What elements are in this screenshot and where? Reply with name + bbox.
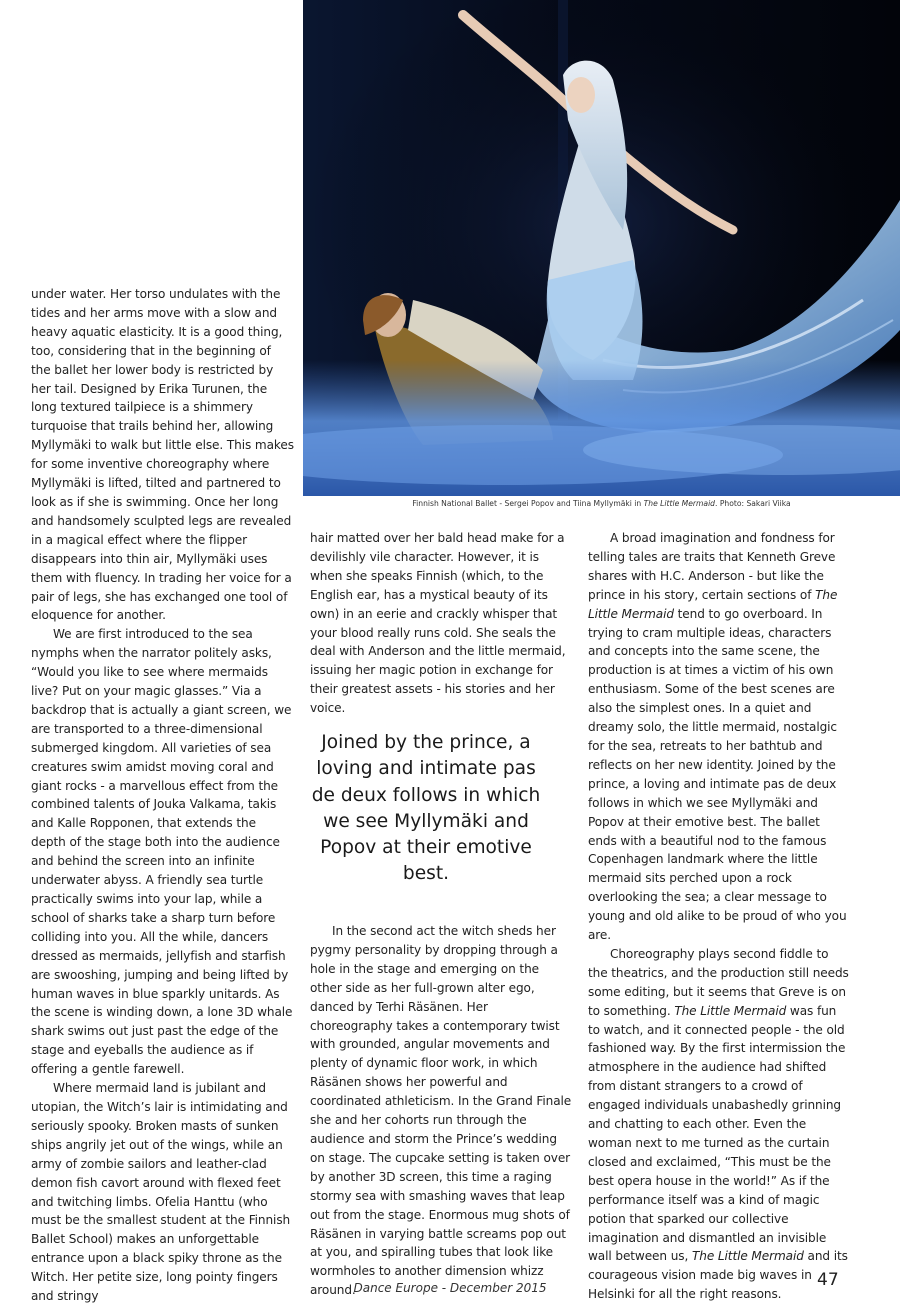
article-column-1 (31, 285, 294, 1306)
article-column-3 (588, 529, 851, 1304)
article-paragraph: hair matted over her bald head make for a devilishly vile character. However, it is when she speaks Finnish (which, to the English ear, has a mystical beauty of its own) in an eerie and crackly whisper that your blood really runs cold. She seals the deal with Anderson and the little mermaid, issuing her magic potion in exchange for their greatest assets - his stories and her voice. (310, 531, 566, 716)
article-paragraph: A broad imagination and fondness for telling tales are traits that Kenneth Greve shares with H.C. Anderson - but like the prince in his story, certain sections of The Little Mermaid tend to go overboard. In trying to cram multiple ideas, characters and concepts into the same scene, the production is at times a victim of his own enthusiasm. Some of the best scenes are also the simplest ones. In a quiet and dreamy solo, the little mermaid, nostalgic for the sea, retreats to her bathtub and reflects on her new identity. Joined by the prince, a loving and intimate pas de deux follows in which we see Myllymäki and Popov at their emotive best. The ballet ends with a beautiful nod to the famous Copenhagen landmark where the little mermaid sits perched upon a rock overlooking the sea; a clear message to young and old alike to be proud of who you are. (588, 531, 847, 943)
photo-caption: Finnish National Ballet - Sergei Popov and Tiina Myllymäki in The Little Mermaid. Photo: Sakari Viika (412, 499, 791, 508)
article-paragraph: Choreography plays second fiddle to the theatrics, and the production still needs some editing, but it seems that Greve is on to something. The Little Mermaid was fun to watch, and it connected people - the old fashioned way. By the first intermission the atmosphere in the audience had shifted from distant strangers to a crowd of engaged individuals unabashedly grinning and chatting to each other. Even the woman next to me turned as the curtain closed and exclaimed, “This must be the best opera house in the world!” As if the performance itself was a kind of magic potion that sparked our collective imagination and dismantled an invisible wall between us, The Little Mermaid and its courageous vision made big waves in Helsinki for all the right reasons. (588, 946, 849, 1302)
publication-footer: Dance Europe - December 2015 (353, 1281, 547, 1295)
article-paragraph: In the second act the witch sheds her pygmy personality by dropping through a hole in the stage and emerging on the other side as her full-grown alter ego, danced by Terhi Räsänen. Her choreography takes a contemporary twist with grounded, angular movements and plenty of dynamic floor work, in which Räsänen shows her powerful and coordinated athleticism. In the Grand Finale she and her cohorts run through the audience and storm the Prince’s wedding on stage. The cupcake setting is taken over by another 3D screen, this time a raging stormy sea with smashing waves that leap out from the stage. Enormous mug shots of Räsänen in varying battle screams pop out at you, and spiralling tubes that look like wormholes to another dimension whizz around. (310, 924, 572, 1298)
pull-quote: Joined by the prince, a loving and intimate pas de deux follows in which we see Myllymäki and Popov at their emotive best. (311, 732, 541, 885)
page-number: 47 (817, 1270, 839, 1290)
article-column-2-continued (310, 922, 573, 1300)
article-paragraph: under water. Her torso undulates with the tides and her arms move with a slow and heavy aquatic elasticity. It is a good thing, too, considering that in the beginning of the ballet her lower body is restricted by her tail. Designed by Erika Turunen, the long textured tailpiece is a shimmery turquoise that trails behind her, allowing Myllymäki to walk but little else. This makes for some inventive choreography where Myllymäki is lifted, tilted and partnered to look as if she is swimming. Once her long and handsomely sculpted legs are revealed in a magical effect where the flipper disappears into thin air, Myllymäki uses them with fluency. In trading her voice for a pair of legs, she has exchanged one tool of eloquence for another. (31, 287, 294, 623)
article-paragraph: Where mermaid land is jubilant and utopian, the Witch’s lair is intimidating and seriously spooky. Broken masts of sunken ships angrily jet out of the wings, while an army of zombie sailors and leather-clad demon fish cavort around with flexed feet and twitching limbs. Ofelia Hanttu (who must be the smallest student at the Finnish Ballet School) makes an unforgettable entrance upon a black spiky throne as the Witch. Her petite size, long pointy fingers and stringy (31, 1081, 291, 1304)
article-paragraph: We are first introduced to the sea nymphs when the narrator politely asks, “Would you like to see where mermaids live? Put on your magic glasses.” Via a backdrop that is actually a giant screen, we are transported to a three-dimensional submerged kingdom. All varieties of sea creatures swim amidst moving coral and giant rocks - a marvellous effect from the combined talents of Jouka Valkama, takis and Kalle Ropponen, that extends the depth of the stage both into the audience and behind the screen into an infinite underwater abyss. A friendly sea turtle practically swims into your lap, while a school of sharks take a sharp turn before colliding into you. All the while, dancers dressed as mermaids, jellyfish and starfish are swooshing, jumping and being lifted by human waves in blue sparkly unitards. As the scene is winding down, a lone 3D whale shark swims out just past the edge of the stage and eyeballs the audience as if offering a gentle farewell. (31, 627, 293, 1077)
stage-photo (303, 0, 900, 496)
article-column-2 (310, 529, 573, 718)
